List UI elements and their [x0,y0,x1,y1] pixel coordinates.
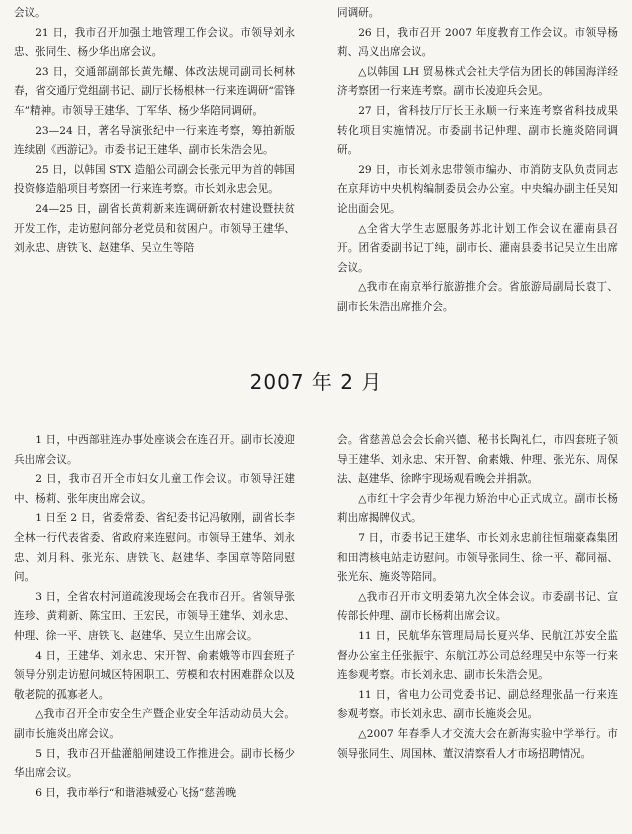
chronicle-entry: 23—24 日，著名导演张纪中一行来连考察，筹拍新版连续剧《西游记》。市委书记王建华、副市长朱浩会见。 [14,124,295,157]
chronicle-entry: △以韩国 LH 贸易株式会社夫学信为团长的韩国海洋经济考察团一行来连考察。副市长凌迎兵会见。 [337,65,618,98]
chronicle-entry: 26 日，我市召开 2007 年度教育工作会议。市领导杨莉、冯义出席会议。 [337,26,618,59]
chronicle-entry: △全省大学生志愿服务苏北计划工作会议在灌南县召开。团省委副书记丁纯，副市长、灌南县委书记吴立生出席会议。 [337,222,618,274]
chronicle-entry: 会议。 [14,7,46,19]
chronicle-entry: △市红十字会青少年视力矫治中心正式成立。副市长杨莉出席揭牌仪式。 [337,492,618,525]
chronicle-entry: 27 日，省科技厅厅长王永顺一行来连考察省科技成果转化项目实施情况。市委副书记仲理、副市长施炎陪同调研。 [337,104,618,157]
chronicle-entry: △2007 年春季人才交流大会在新海实验中学举行。市领导张同生、周国林、董汉清察看人才市场招聘情况。 [337,727,618,760]
chronicle-entry: △我市召开全市安全生产暨企业安全年活动动员大会。副市长施炎出席会议。 [14,708,295,740]
january-column-left [14,4,295,259]
chronicle-entry: 6 日，我市举行“和谐港城爱心飞扬”慈善晚 [35,786,237,799]
chronicle-entry: 7 日，市委书记王建华、市长刘永忠前往恒瑞豪森集团和田湾核电站走访慰问。市领导张同生、徐一平、郗同福、张光东、施炎等陪同。 [337,531,618,584]
chronicle-entry: 5 日，我市召开盐灌船闸建设工作推进会。副市长杨少华出席会议。 [14,747,295,780]
chronicle-entry: 21 日，我市召开加强土地管理工作会议。市领导刘永忠、张同生、杨少华出席会议。 [14,26,295,59]
chronicle-entry: 11 日，省电力公司党委书记、副总经理张晶一行来连参观考察。市长刘永忠、副市长施炎会见。 [337,688,618,721]
chronicle-entry: 3 日，全省农村河道疏浚现场会在我市召开。省领导张连珍、黄莉新、陈宝田、王宏民，市领导王建华、刘永忠、仲理、徐一平、唐铁飞、赵建华、吴立生出席会议。 [14,590,295,642]
chronicle-entry: 4 日，王建华、刘永忠、宋开智、俞素娥等市四套班子领导分别走访慰问城区特困职工、劳模和农村困难群众以及敬老院的孤寡老人。 [14,649,295,701]
chronicle-entry: 24—25 日，副省长黄莉新来连调研新农村建设暨扶贫开发工作，走访慰问部分老党员和贫困户。市领导王建华、刘永忠、唐铁飞、赵建华、吴立生等陪 [14,202,295,255]
chronicle-entry: 同调研。 [337,7,380,19]
chronicle-entry: △我市在南京举行旅游推介会。省旅游局副局长袁丁、副市长朱浩出席推介会。 [337,281,618,313]
january-column-right [337,4,618,318]
chronicle-entry: 23 日，交通部副部长黄先耀、体改法规司副司长柯林春，省交通厅党组副书记、副厅长杨根林一行来连调研“雷锋车”精神。市领导王建华、丁军华、杨少华陪同调研。 [14,65,295,117]
chronicle-entry: △我市召开市文明委第九次全体会议。市委副书记、宣传部长仲理、副市长杨莉出席会议。 [337,590,618,623]
february-column-right [337,431,618,764]
chronicle-entry: 25 日，以韩国 STX 造船公司副会长张元甲为首的韩国投资修造船项目考察团一行来连考察。市长刘永忠会见。 [14,163,295,196]
chronicle-entry: 1 日，中西部驻连办事处座谈会在连召开。副市长凌迎兵出席会议。 [14,434,295,466]
month-heading: 2007 年 2 月 [249,370,383,394]
chronicle-entry: 1 日至 2 日，省委常委、省纪委书记冯敏刚，副省长李全林一行代表省委、省政府来连慰问。市领导王建华、刘永忠、刘月科、张光东、唐铁飞、赵建华、李国章等陪同慰问。 [14,512,295,584]
chronicle-entry: 会。省慈善总会会长俞兴德、秘书长陶礼仁，市四套班子领导王建华、刘永忠、宋开智、俞素娥、仲理、张光东、周保法、赵建华、徐晔宇现场观看晚会并捐款。 [337,434,618,486]
chronicle-entry: 29 日，市长刘永忠带领市编办、市消防支队负责同志在京拜访中央机构编制委员会办公室。中央编办副主任吴知论出面会见。 [337,163,618,215]
chronicle-entry: 11 日，民航华东管理局局长夏兴华、民航江苏安全监督办公室主任张振宇、东航江苏公司总经理吴中东等一行来连参观考察。市长刘永忠、副市长朱浩会见。 [337,629,618,682]
chronicle-entry: 2 日，我市召开全市妇女儿童工作会议。市领导汪建中、杨莉、张年庚出席会议。 [14,473,295,505]
february-column-left [14,431,295,803]
